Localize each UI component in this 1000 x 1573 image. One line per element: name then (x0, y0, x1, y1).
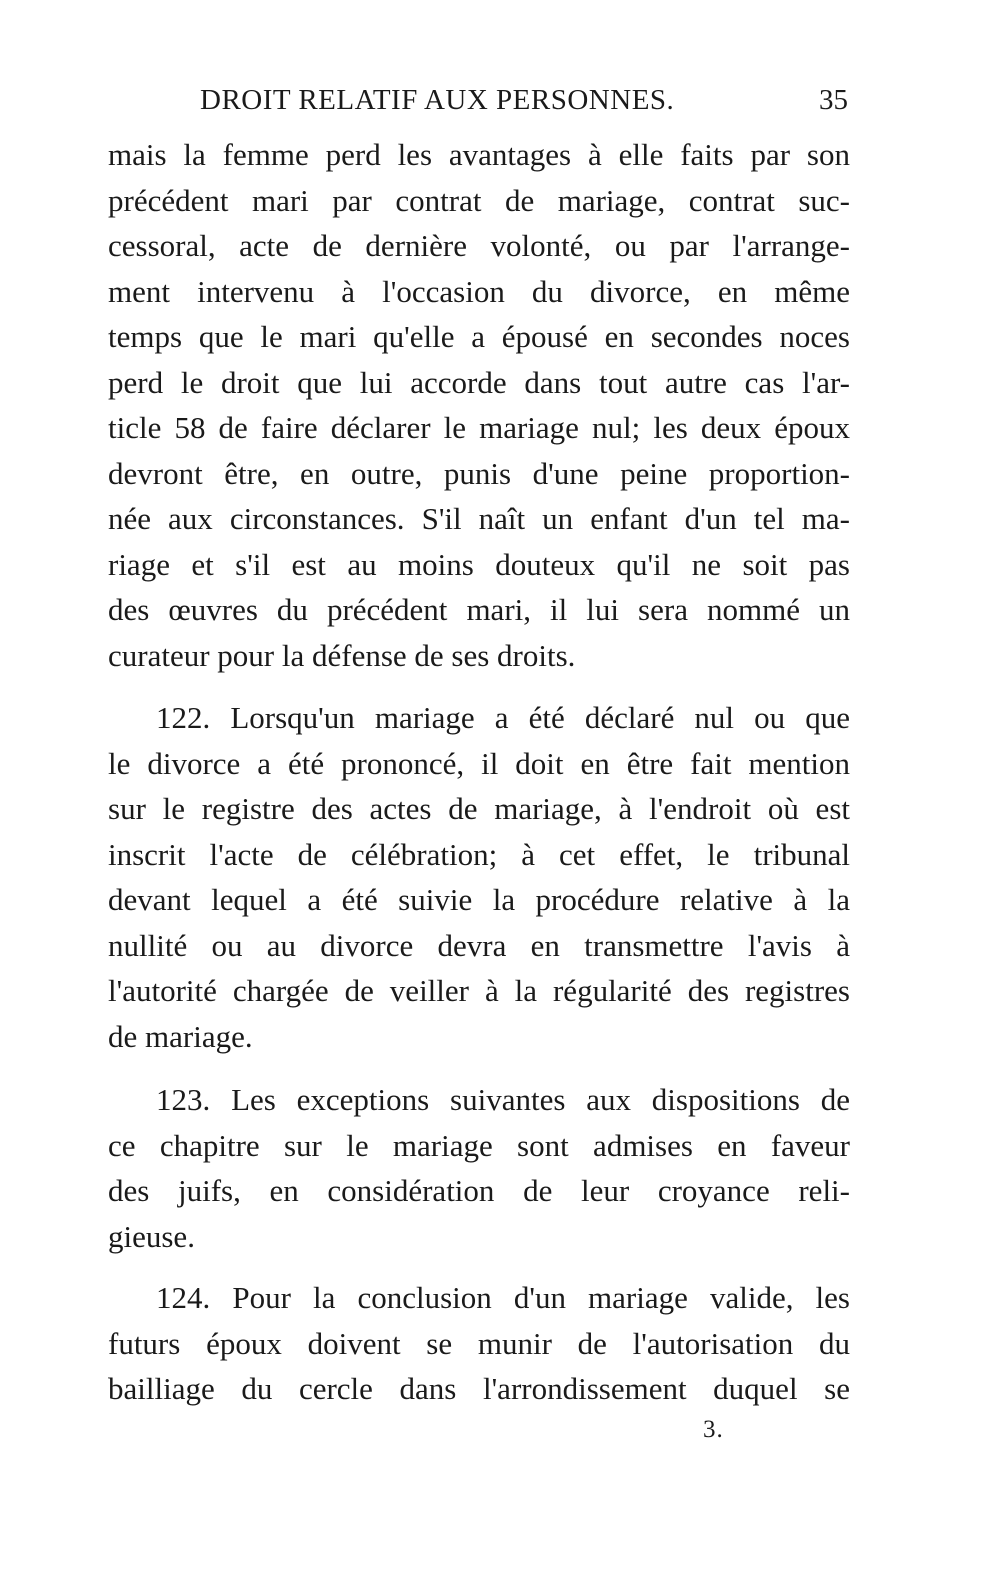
signature-mark: 3. (703, 1416, 724, 1443)
text-line-content: Les exceptions suivantes aux dispositions de (231, 1082, 850, 1117)
paragraph-number: 122. (156, 700, 211, 735)
text-line: futurs époux doivent se munir de l'autorisation du (108, 1325, 850, 1361)
text-line: des œuvres du précédent mari, il lui sera nommé un (108, 592, 850, 627)
text-line: de mariage. (108, 1018, 253, 1054)
text-line: bailliage du cercle dans l'arrondissement duquel se (108, 1371, 850, 1406)
paragraph-123 (108, 1077, 850, 1259)
text-line: devant lequel a été suivie la procédure relative à la (108, 882, 850, 917)
text-line: curateur pour la défense de ses droits. (108, 637, 576, 673)
text-line: ment intervenu à l'occasion du divorce, en même (108, 273, 850, 309)
text-line: perd le droit que lui accorde dans tout autre cas l'ar- (108, 364, 850, 400)
text-line: ce chapitre sur le mariage sont admises en faveur (108, 1127, 850, 1163)
text-line: née aux circonstances. S'il naît un enfant d'un tel ma- (108, 501, 850, 536)
text-line: riage et s'il est au moins douteux qu'il ne soit pas (108, 546, 850, 582)
paragraph-124 (108, 1275, 850, 1412)
paragraph-122 (108, 695, 850, 1059)
running-title: DROIT RELATIF AUX PERSONNES. (200, 84, 675, 116)
text-line: mais la femme perd les avantages à elle faits par son (108, 137, 850, 172)
text-line: temps que le mari qu'elle a épousé en secondes noces (108, 319, 850, 354)
text-line: le divorce a été prononcé, il doit en être fait mention (108, 745, 850, 781)
paragraph-number: 123. (156, 1082, 211, 1117)
text-line: cessoral, acte de dernière volonté, ou par l'arrange- (108, 228, 850, 263)
text-line: devront être, en outre, punis d'une peine proportion- (108, 455, 850, 491)
text-line: sur le registre des actes de mariage, à l'endroit où est (108, 791, 850, 826)
text-line (108, 1275, 850, 1321)
continuation-paragraph (108, 132, 850, 678)
text-line: ticle 58 de faire déclarer le mariage nul; les deux époux (108, 410, 850, 445)
page-number: 35 (819, 84, 848, 116)
text-line-content: Pour la conclusion d'un mariage valide, les (232, 1280, 850, 1315)
text-line (108, 1077, 850, 1123)
text-line: inscrit l'acte de célébration; à cet effet, le tribunal (108, 836, 850, 872)
text-line: précédent mari par contrat de mariage, contrat suc- (108, 182, 850, 218)
text-line: gieuse. (108, 1218, 195, 1254)
text-line-content: Lorsqu'un mariage a été déclaré nul ou que (230, 700, 851, 735)
text-line: des juifs, en considération de leur croyance reli- (108, 1173, 850, 1208)
text-line: l'autorité chargée de veiller à la régularité des registres (108, 973, 850, 1008)
text-line: nullité ou au divorce devra en transmettre l'avis à (108, 927, 850, 963)
paragraph-number: 124. (156, 1280, 211, 1315)
running-head (108, 84, 848, 124)
text-line (108, 695, 850, 741)
